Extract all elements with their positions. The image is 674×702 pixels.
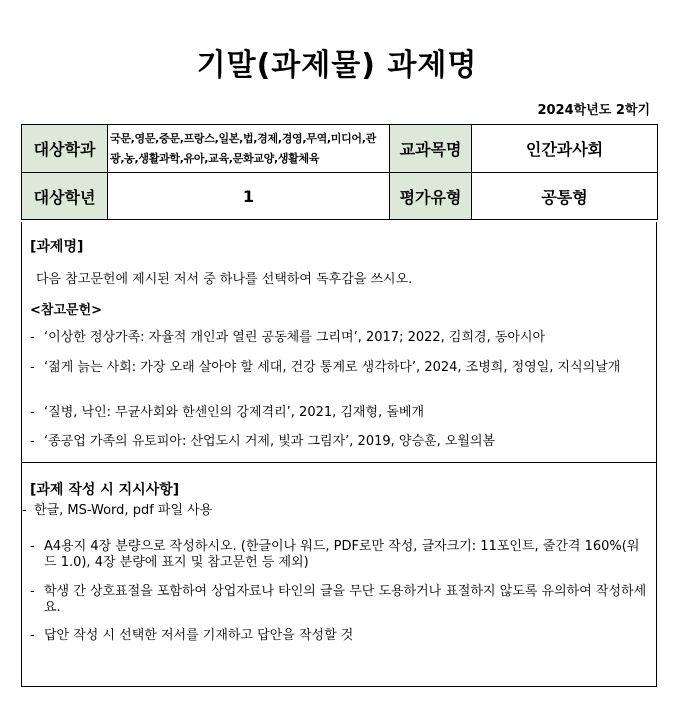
info-row-dept xyxy=(22,125,658,173)
reference-text: ‘종공업 가족의 유토피아: 산업도시 거제, 빛과 그림자’, 2019, 양승훈, 오월의봄 xyxy=(44,434,496,449)
instructions-box xyxy=(21,462,657,687)
course-info-table xyxy=(21,124,658,220)
target-dept-label: 대상학과 xyxy=(22,125,108,173)
target-year-value: 1 xyxy=(108,173,390,220)
info-row-year xyxy=(22,173,658,220)
bullet-dash: - xyxy=(30,434,35,449)
course-name-label: 교과목명 xyxy=(390,125,472,173)
assignment-heading: [과제명] xyxy=(30,239,84,255)
assignment-description: 다음 참고문헌에 제시된 저서 중 하나를 선택하여 독후감을 쓰시오. xyxy=(36,272,413,287)
document-title: 기말(과제물) 과제명 xyxy=(196,48,478,83)
bullet-dash: - xyxy=(30,628,35,643)
course-name-value: 인간과사회 xyxy=(472,125,658,173)
eval-type-label: 평가유형 xyxy=(390,173,472,220)
instructions-heading: [과제 작성 시 지시사항] xyxy=(30,482,180,498)
instruction-text: 한글, MS-Word, pdf 파일 사용 xyxy=(34,503,213,518)
bullet-dash: - xyxy=(22,503,27,518)
instruction-text: 답안 작성 시 선택한 저서를 기재하고 답안을 작성할 것 xyxy=(44,628,354,643)
bullet-dash: - xyxy=(30,539,35,554)
instruction-text: A4용지 4장 분량으로 작성하시오. (한글이나 워드, PDF로만 작성, 글자크기: 11포인트, 줄간격 160%(워드 1.0), 4장 분량에 표지 및 참고문헌 등 제외) xyxy=(44,539,640,570)
reference-text: ‘질병, 낙인: 무균사회와 한센인의 강제격리’, 2021, 김재형, 돌베개 xyxy=(44,405,425,420)
bullet-dash: - xyxy=(30,584,35,599)
eval-type-value: 공통형 xyxy=(472,173,658,220)
reference-text: ‘이상한 정상가족: 자율적 개인과 열린 공동체를 그리며’, 2017; 2022, 김희경, 동아시아 xyxy=(44,330,546,345)
bullet-dash: - xyxy=(30,360,35,375)
bullet-dash: - xyxy=(30,330,35,345)
reference-text: ‘젊게 늙는 사회: 가장 오래 살아야 할 세대, 건강 통계로 생각하다’, 2024, 조병희, 정영일, 지식의날개 xyxy=(44,360,621,375)
target-year-label: 대상학년 xyxy=(22,173,108,220)
semester-label: 2024학년도 2학기 xyxy=(537,103,650,118)
references-heading: <참고문헌> xyxy=(30,303,103,318)
target-dept-value: 국문,영문,중문,프랑스,일본,법,경제,경영,무역,미디어,관광,농,생활과학,유아,교육,문화교양,생활체육 xyxy=(108,125,390,173)
instruction-text: 학생 간 상호표절을 포함하여 상업자료나 타인의 글을 무단 도용하거나 표절하지 않도록 유의하여 작성하세요. xyxy=(44,584,647,615)
assignment-box xyxy=(21,222,657,463)
bullet-dash: - xyxy=(30,405,35,420)
